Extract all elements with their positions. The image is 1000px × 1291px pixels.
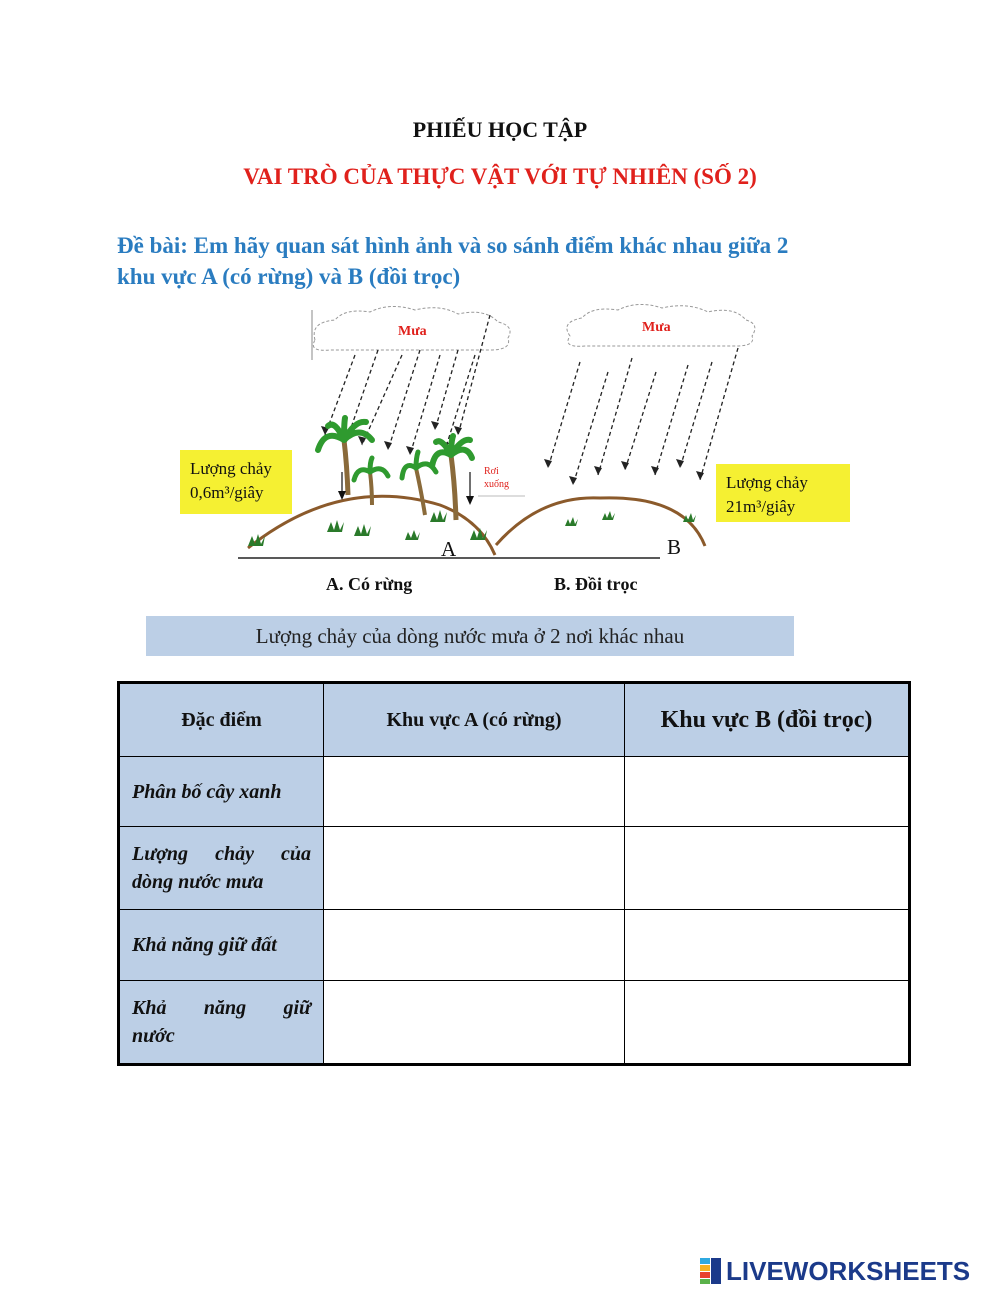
flow-a-label: Lượng chảy bbox=[190, 459, 272, 478]
flow-a-value: 0,6m³/giây bbox=[190, 483, 264, 502]
figure-caption-a: A. Có rừng bbox=[326, 574, 413, 594]
answer-cell-a[interactable] bbox=[324, 981, 625, 1065]
answer-cell-b[interactable] bbox=[625, 910, 910, 981]
flow-b-value: 21m³/giây bbox=[726, 497, 796, 516]
answer-cell-a[interactable] bbox=[324, 757, 625, 827]
fall-label-1: Rơi bbox=[484, 466, 499, 477]
comparison-table-wrap bbox=[117, 681, 911, 1066]
fall-label-2: xuống bbox=[484, 479, 509, 490]
rain-arrowheads-b bbox=[544, 459, 704, 485]
row-label-luong-chay bbox=[119, 827, 324, 910]
answer-cell-b[interactable] bbox=[625, 827, 910, 910]
page-title: PHIẾU HỌC TẬP bbox=[412, 117, 588, 142]
table-row bbox=[119, 827, 910, 910]
rain-arrows-b bbox=[548, 348, 738, 485]
table-header-row bbox=[119, 683, 910, 757]
answer-cell-a[interactable] bbox=[324, 827, 625, 910]
answer-cell-b[interactable] bbox=[625, 757, 910, 827]
table-row bbox=[119, 910, 910, 981]
flow-b-label: Lượng chảy bbox=[726, 473, 808, 492]
row-label-giu-dat bbox=[119, 910, 324, 981]
row-label-line: Khả năng giữ bbox=[132, 997, 311, 1019]
liveworksheets-logo-text: LIVEWORKSHEETS bbox=[726, 1255, 971, 1286]
row-label-line: nước bbox=[132, 1025, 175, 1047]
row-label-phan-bo bbox=[119, 757, 324, 827]
liveworksheets-logo[interactable] bbox=[700, 1256, 970, 1286]
answer-cell-b[interactable] bbox=[625, 981, 910, 1065]
header-dac-diem: Đặc điểm bbox=[119, 683, 324, 757]
row-label-line: dòng nước mưa bbox=[132, 871, 264, 893]
table-row bbox=[119, 981, 910, 1065]
header-khu-vuc-b: Khu vực B (đồi trọc) bbox=[625, 683, 910, 757]
row-label-giu-nuoc bbox=[119, 981, 324, 1065]
answer-cell-a[interactable] bbox=[324, 910, 625, 981]
rain-label-b: Mưa bbox=[642, 320, 671, 335]
comparison-table bbox=[117, 681, 911, 1066]
palm-tree-icon bbox=[432, 436, 472, 520]
header-khu-vuc-a: Khu vực A (có rừng) bbox=[324, 683, 625, 757]
table-row bbox=[119, 757, 910, 827]
letter-a: A bbox=[441, 537, 457, 561]
rain-label-a: Mưa bbox=[398, 324, 427, 339]
grass-icon bbox=[248, 510, 696, 546]
assignment-line-2: khu vực A (có rừng) và B (đồi trọc) bbox=[117, 264, 461, 289]
figure-caption-bar: Lượng chảy của dòng nước mưa ở 2 nơi khác nhau bbox=[146, 616, 794, 656]
letter-b: B bbox=[667, 535, 682, 559]
assignment-line-1: Đề bài: Em hãy quan sát hình ảnh và so sánh điểm khác nhau giữa 2 bbox=[117, 233, 789, 258]
assignment-text bbox=[117, 230, 897, 292]
row-label-line: Khả năng giữ đất bbox=[132, 934, 277, 956]
figure-caption-b: B. Đồi trọc bbox=[554, 574, 638, 594]
page-subtitle: VAI TRÒ CỦA THỰC VẬT VỚI TỰ NHIÊN (SỐ 2) bbox=[243, 164, 757, 189]
liveworksheets-logo-icon bbox=[700, 1258, 722, 1284]
row-label-line: Lượng chảy của bbox=[132, 843, 311, 865]
rainfall-illustration bbox=[140, 300, 860, 610]
row-label-line: Phân bố cây xanh bbox=[132, 780, 282, 803]
